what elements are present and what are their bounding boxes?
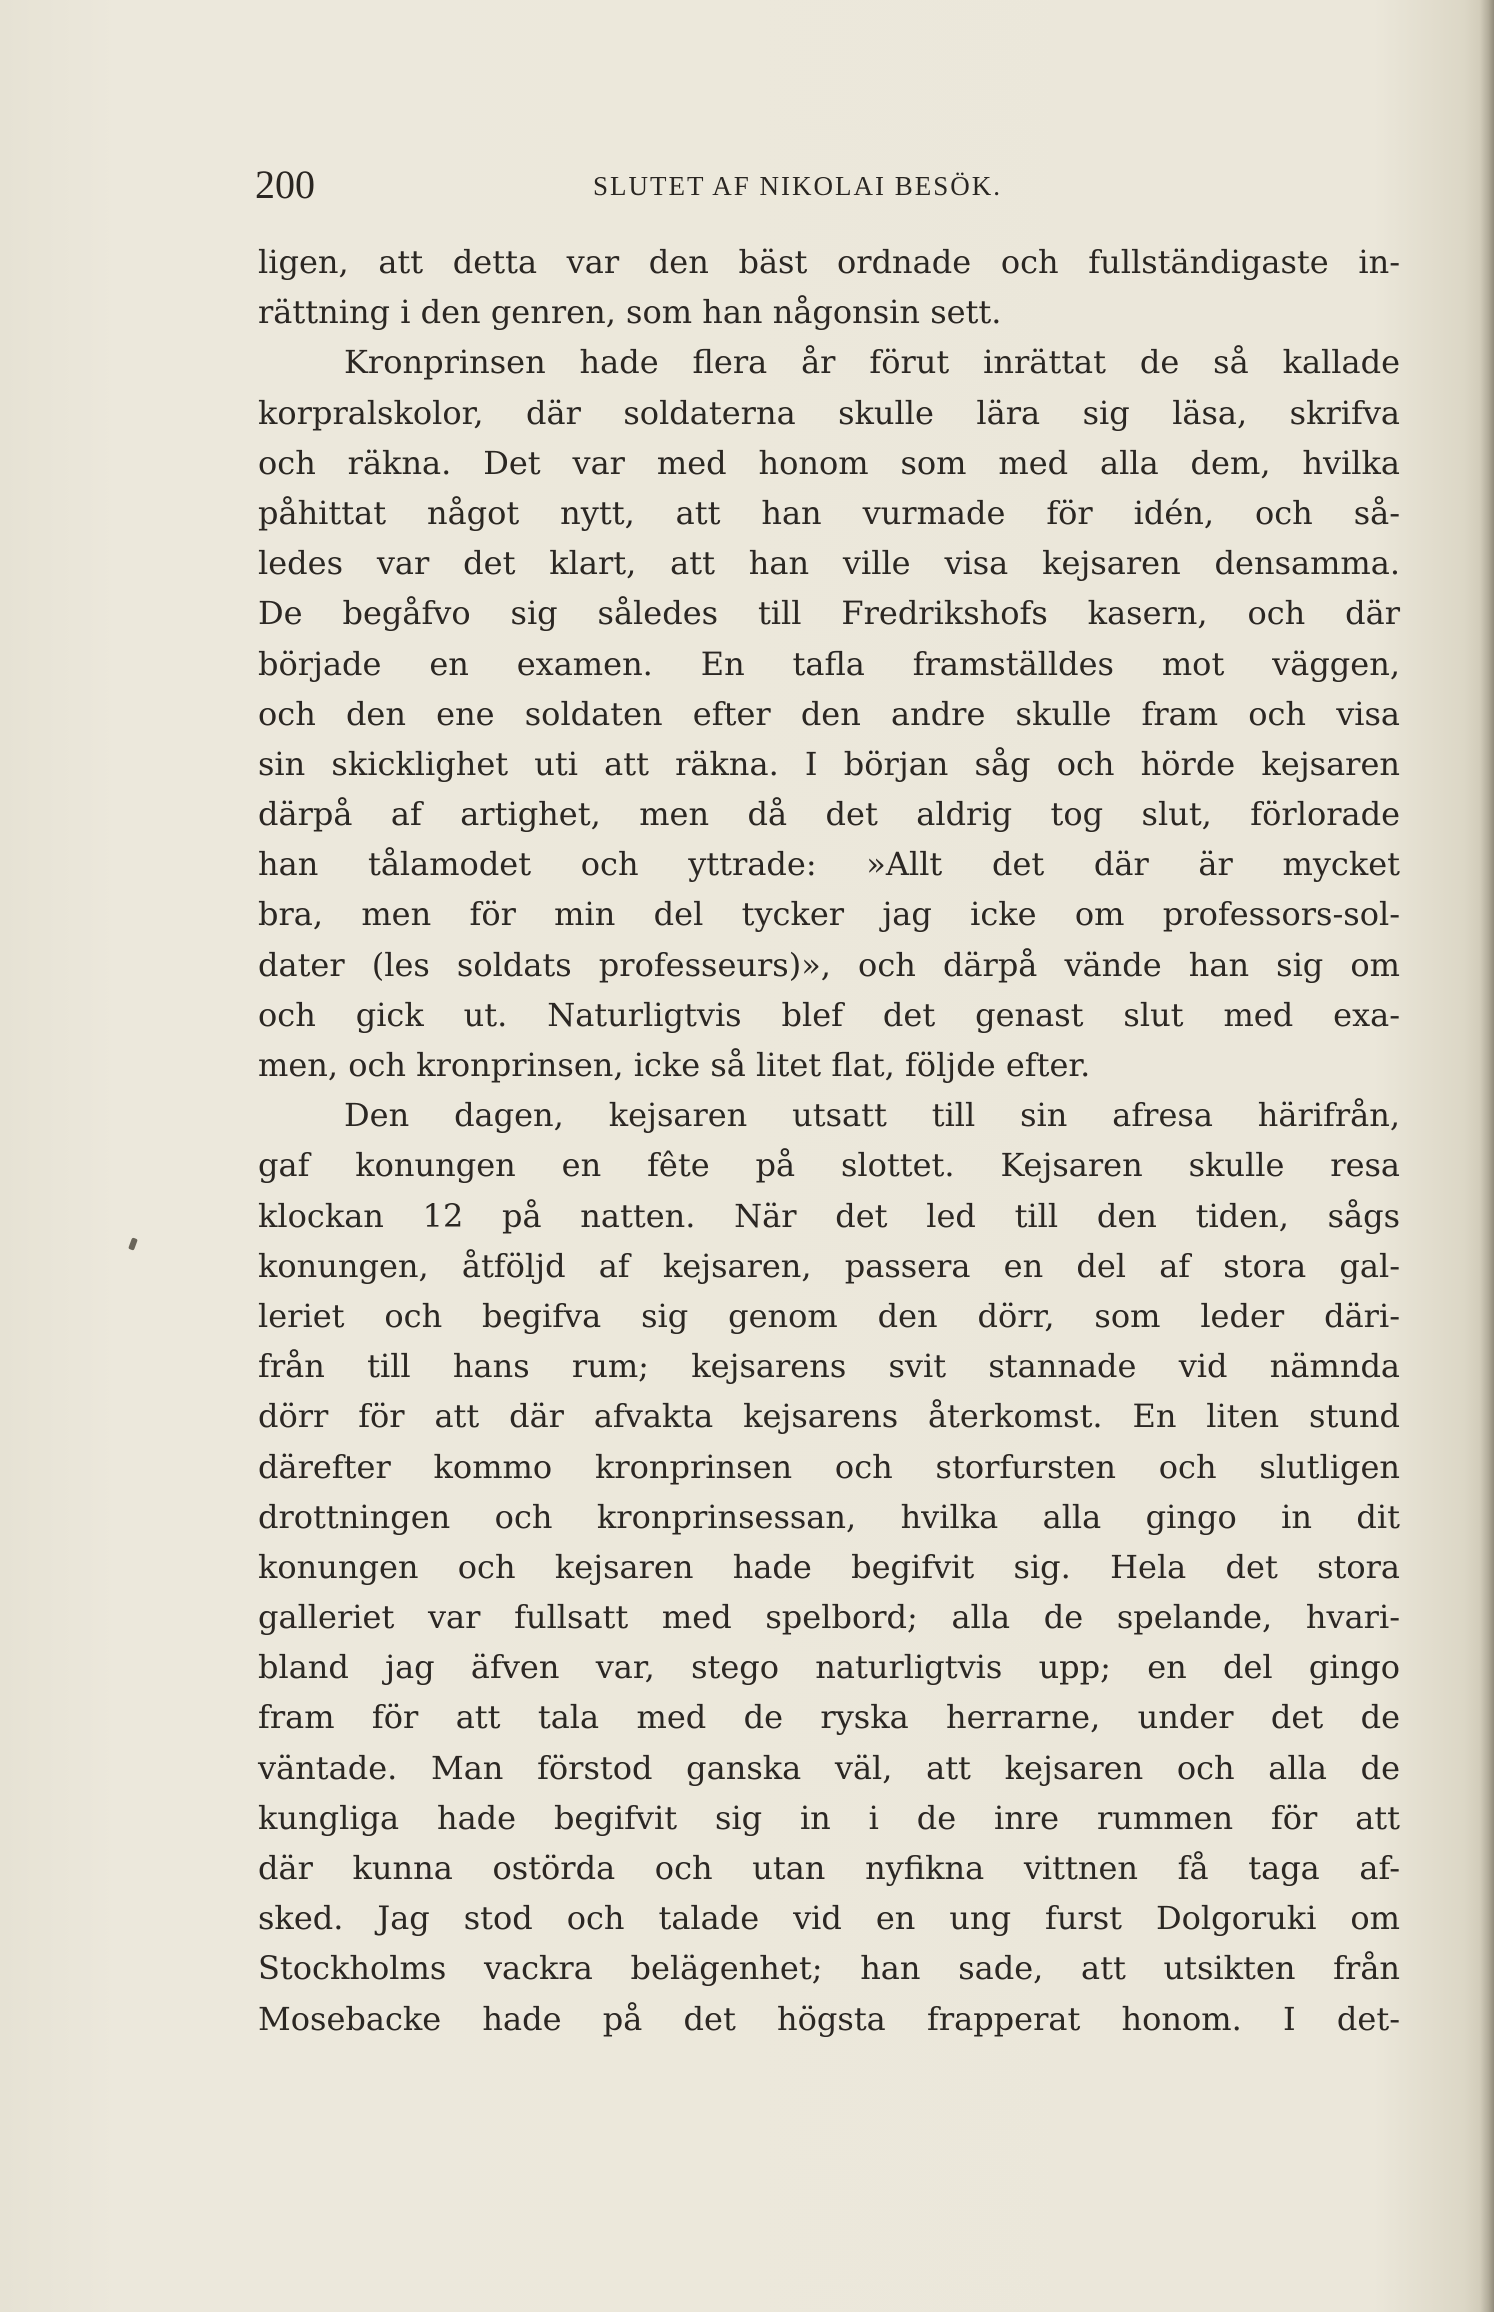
text-line: konungen, åtföljd af kejsaren, passera en del af stora gal-: [258, 1246, 1400, 1285]
text-line: och gick ut. Naturligtvis blef det genast slut med exa-: [258, 995, 1400, 1034]
text-line: men, och kronprinsen, icke så litet flat, följde efter.: [258, 1046, 1091, 1084]
text-line: började en examen. En tafla framställdes mot väggen,: [258, 644, 1400, 683]
text-line: bland jag äfven var, stego naturligtvis upp; en del gingo: [258, 1648, 1400, 1687]
text-line: leriet och begifva sig genom den dörr, som leder däri-: [258, 1296, 1400, 1335]
text-line: dater (les soldats professeurs)», och därpå vände han sig om: [258, 945, 1400, 984]
text-line: korpralskolor, där soldaterna skulle lära sig läsa, skrifva: [258, 393, 1400, 432]
text-line: Stockholms vackra belägenhet; han sade, att utsikten från: [258, 1949, 1400, 1988]
text-line: galleriet var fullsatt med spelbord; alla de spelande, hvari-: [258, 1598, 1400, 1637]
text-line: sin skicklighet uti att räkna. I början såg och hörde kejsaren: [258, 744, 1400, 783]
body-text: [258, 237, 1400, 2044]
text-line: ledes var det klart, att han ville visa kejsaren densamma.: [258, 544, 1400, 583]
text-line: rättning i den genren, som han någonsin sett.: [258, 293, 1002, 332]
page-number: 200: [255, 162, 315, 207]
text-line: drottningen och kronprinsessan, hvilka alla gingo in dit: [258, 1497, 1400, 1536]
text-line: han tålamodet och yttrade: »Allt det där är mycket: [258, 845, 1400, 884]
text-line: därefter kommo kronprinsen och storfursten och slutligen: [258, 1447, 1400, 1486]
text-line: dörr för att där afvakta kejsarens återkomst. En liten stund: [258, 1397, 1400, 1436]
text-line: Mosebacke hade på det högsta frapperat honom. I det-: [258, 1999, 1400, 2038]
text-line: och räkna. Det var med honom som med alla dem, hvilka: [258, 443, 1400, 482]
text-line: De begåfvo sig således till Fredrikshofs kasern, och där: [258, 594, 1400, 633]
text-line: Den dagen, kejsaren utsatt till sin afresa härifrån,: [344, 1096, 1400, 1135]
text-line: ligen, att detta var den bäst ordnade och fullständigaste in-: [258, 243, 1400, 281]
page-edge-shadow: [1480, 0, 1494, 2312]
text-line: påhittat något nytt, att han vurmade för idén, och så-: [258, 493, 1400, 532]
text-line: fram för att tala med de ryska herrarne, under det de: [258, 1698, 1400, 1737]
text-line: därpå af artighet, men då det aldrig tog slut, förlorade: [258, 795, 1400, 834]
text-line: gaf konungen en fête på slottet. Kejsaren skulle resa: [258, 1146, 1400, 1185]
text-line: där kunna ostörda och utan nyfikna vittnen få taga af-: [258, 1849, 1400, 1887]
text-line: Kronprinsen hade flera år förut inrättat de så kallade: [344, 343, 1400, 382]
running-head: [255, 160, 1405, 210]
text-line: konungen och kejsaren hade begifvit sig. Hela det stora: [258, 1547, 1400, 1586]
text-line: väntade. Man förstod ganska väl, att kejsaren och alla de: [258, 1748, 1400, 1787]
text-line: från till hans rum; kejsarens svit stannade vid nämnda: [258, 1347, 1400, 1386]
text-line: sked. Jag stod och talade vid en ung furst Dolgoruki om: [258, 1899, 1400, 1938]
text-line: bra, men för min del tycker jag icke om professors-sol-: [258, 895, 1400, 934]
stray-ink-mark: [128, 1237, 138, 1250]
text-line: kungliga hade begifvit sig in i de inre rummen för att: [258, 1798, 1400, 1837]
text-line: och den ene soldaten efter den andre skulle fram och visa: [258, 694, 1400, 733]
text-line: klockan 12 på natten. När det led till den tiden, sågs: [258, 1196, 1400, 1235]
running-title: SLUTET AF NIKOLAI BESÖK.: [593, 171, 1003, 201]
